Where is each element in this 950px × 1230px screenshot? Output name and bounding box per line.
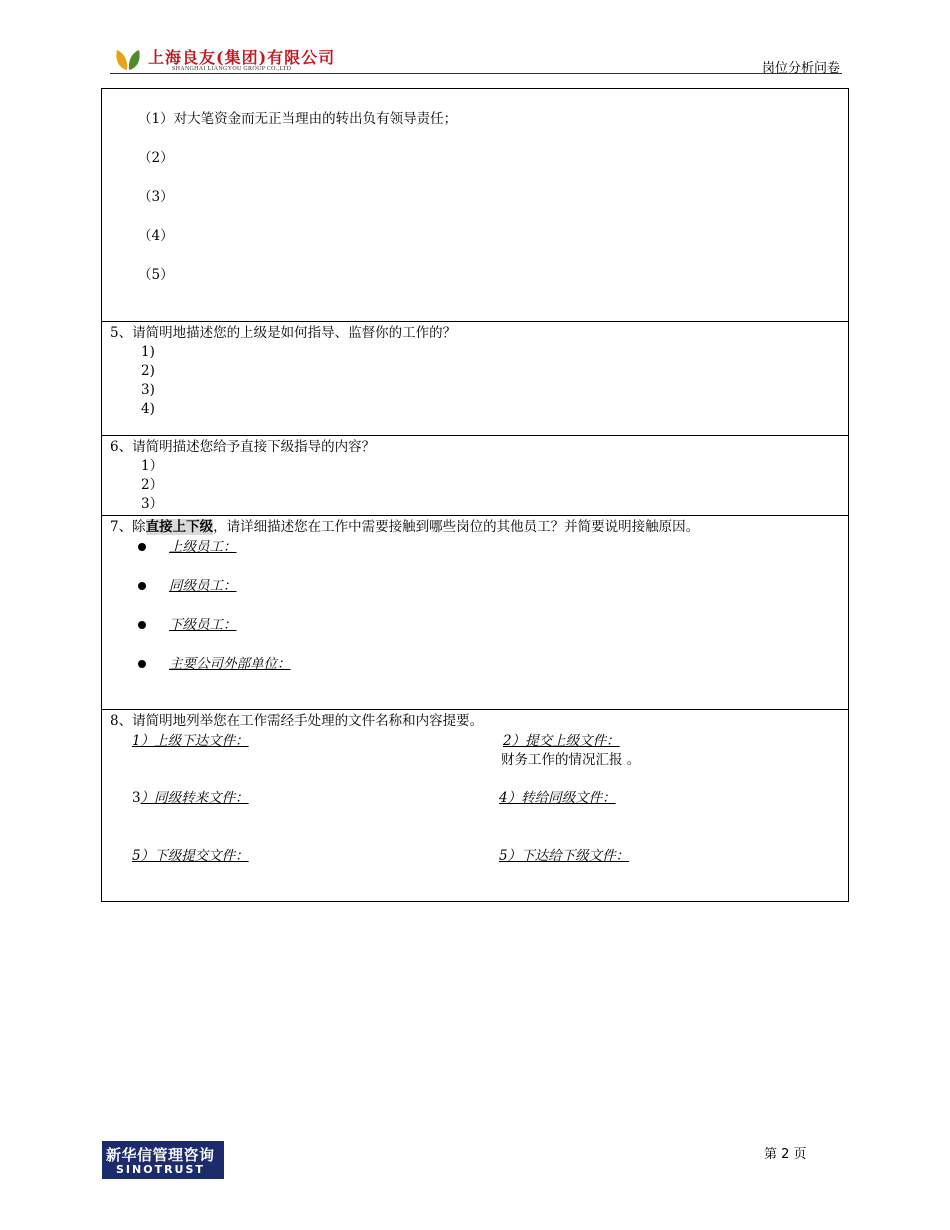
questionnaire-table (101, 88, 849, 902)
sub-in-docs-label: 5）下级提交文件： (132, 848, 249, 864)
superior-docs-label: 1）上级下达文件： (132, 733, 249, 749)
question-7 (110, 518, 699, 536)
consultancy-logo (102, 1141, 224, 1179)
sub-out-docs-label: 5）下达给下级文件： (499, 848, 630, 864)
answer-line: 2） (141, 477, 164, 493)
documents-section (102, 710, 848, 901)
responsibility-section (102, 89, 848, 322)
question-5: 5、请简明地描述您的上级是如何指导、监督你的工作的？ (110, 325, 457, 341)
responsibility-item: （2） (138, 150, 174, 166)
header-divider (110, 73, 842, 74)
contact-peer: 同级员工： (169, 578, 237, 594)
responsibility-item: （1）对大笔资金而无正当理由的转出负有领导责任； (138, 111, 458, 127)
answer-line: 1） (141, 458, 164, 474)
consultancy-name-cn: 新华信管理咨询 (106, 1146, 215, 1164)
subordinate-guidance-section (102, 436, 848, 516)
peer-in-docs-label: ）同级转来文件： (140, 790, 249, 806)
answer-line: 4) (141, 401, 155, 417)
company-name-en: SHANGHAI LIANGYOU GROUP CO.,LTD (172, 66, 292, 72)
company-leaf-logo-icon (114, 46, 142, 72)
question-6: 6、请简明描述您给予直接下级指导的内容？ (110, 439, 376, 455)
question-8: 8、请简明地列举您在工作需经手处理的文件名称和内容提要。 (110, 713, 484, 729)
bullet-icon (138, 582, 146, 590)
question-7-suffix: ，请详细描述您在工作中需要接触到哪些岗位的其他员工？并简要说明接触原因。 (213, 519, 700, 535)
answer-line: 3) (141, 382, 155, 398)
consultancy-name-en: SINOTRUST (116, 1163, 205, 1176)
submit-docs-content: 财务工作的情况汇报 。 (501, 752, 641, 768)
document-title: 岗位分析问卷 (761, 61, 840, 76)
peer-in-docs-number: 3 (132, 790, 141, 806)
page-header (110, 42, 842, 74)
peer-out-docs-label: 4）转给同级文件： (499, 790, 616, 806)
answer-line: 3） (141, 496, 164, 512)
answer-line: 2) (141, 363, 155, 379)
supervisor-guidance-section (102, 322, 848, 436)
responsibility-item: （5） (138, 267, 174, 283)
peer-in-docs (132, 789, 249, 807)
company-name-cn: 上海良友(集团)有限公司 (148, 48, 336, 67)
bullet-icon (138, 621, 146, 629)
responsibility-item: （4） (138, 228, 174, 244)
bullet-icon (138, 660, 146, 668)
question-7-highlight: 直接上下级 (145, 519, 214, 535)
answer-line: 1) (141, 344, 155, 360)
question-7-prefix: 7、除 (110, 519, 146, 535)
contacts-section (102, 516, 848, 710)
contact-superior: 上级员工： (169, 539, 237, 555)
responsibility-item: （3） (138, 189, 174, 205)
submit-docs-label: 2）提交上级文件： (503, 733, 620, 749)
bullet-icon (138, 543, 146, 551)
contact-subordinate: 下级员工： (169, 617, 237, 633)
page-number: 第 2 页 (764, 1147, 807, 1162)
contact-external: 主要公司外部单位： (169, 656, 291, 672)
